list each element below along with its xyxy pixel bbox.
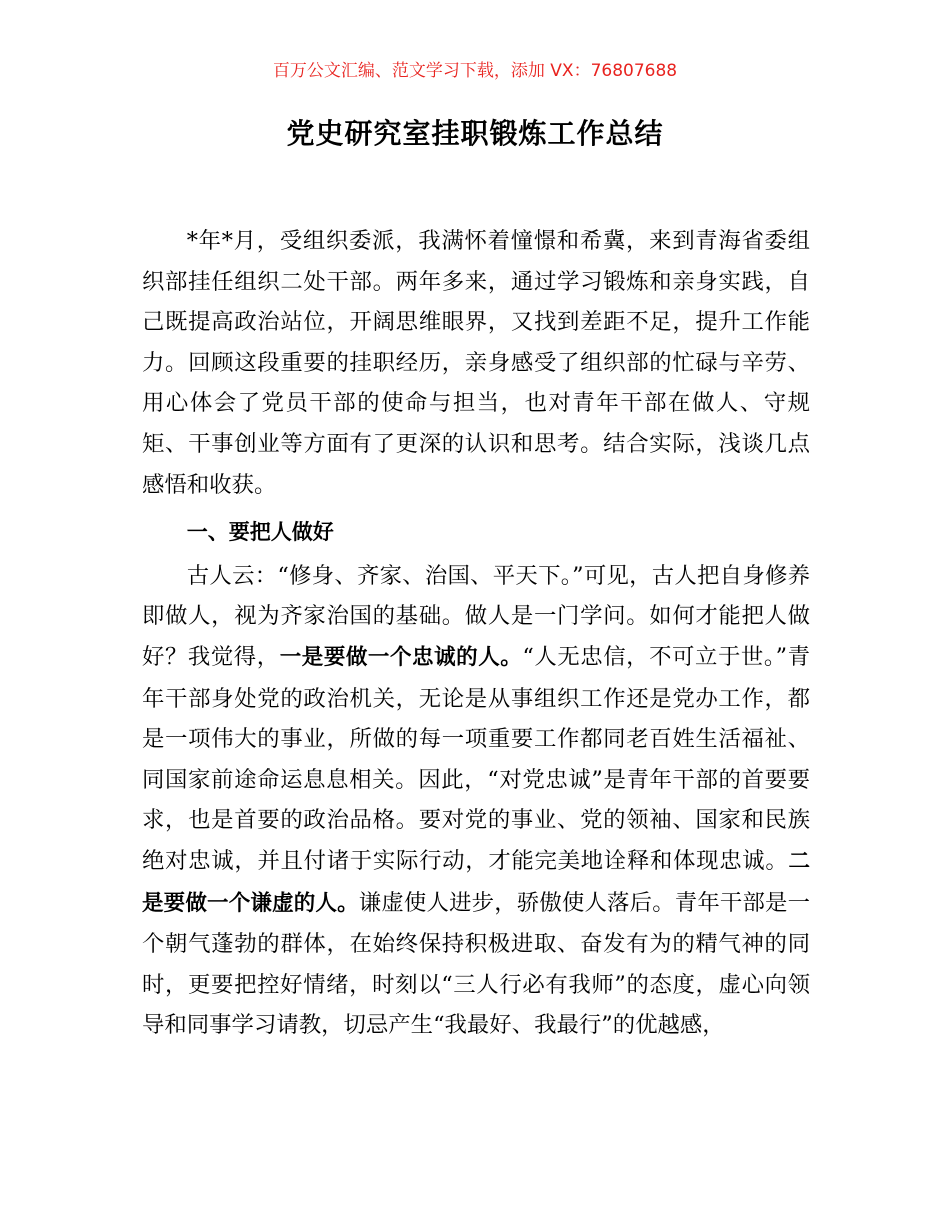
section1-paragraph [142, 556, 810, 1046]
paragraph-text: “人无忠信，不可立于世。”青年干部身处党的政治机关，无论是从事组织工作还是党办工作，都是一项伟大的事业，所做的每一项重要工作都同老百姓生活福祉、同国家前途命运息息相关。因此，“对党忠诚”是青年干部的首要要求，也是首要的政治品格。要对党的事业、党的领袖、国家和民族绝对忠诚，并且付诸于实际行动，才能完美地诠释和体现忠诚。 [142, 643, 810, 874]
intro-paragraph: *年*月，受组织委派，我满怀着憧憬和希冀，来到青海省委组织部挂任组织二处干部。两年多来，通过学习锻炼和亲身实践，自己既提高政治站位，开阔思维眼界，又找到差距不足，提升工作能力。回顾这段重要的挂职经历，亲身感受了组织部的忙碌与辛劳、用心体会了党员干部的使命与担当，也对青年干部在做人、守规矩、干事创业等方面有了更深的认识和思考。结合实际，浅谈几点感悟和收获。 [142, 228, 810, 498]
section-heading-1: 一、要把人做好 [186, 520, 334, 545]
paragraph-text: 古人云：“修身、齐家、治国、平天下。”可见，古人把自身修养即做人，视为齐家治国的基础。做人是一门学问。如何才能把人做好？我觉得， [142, 562, 810, 670]
document-body [142, 221, 810, 1046]
emphasis-point-1: 一是要做一个忠诚的人。 [279, 644, 523, 670]
paragraph-text: 谦虚使人进步，骄傲使人落后。青年干部是一个朝气蓬勃的群体，在始终保持积极进取、奋发有为的精气神的同时，更要把控好情绪，时刻以“三人行必有我师”的态度，虚心向领导和同事学习请教，切忌产生“我最好、我最行”的优越感， [142, 889, 810, 1039]
header-note: 百万公文汇编、范文学习下载，添加 VX：76807688 [272, 61, 678, 81]
document-title: 党史研究室挂职锻炼工作总结 [286, 117, 664, 150]
emphasis-point-2: 二是要做一个谦虚的人。 [142, 848, 810, 916]
